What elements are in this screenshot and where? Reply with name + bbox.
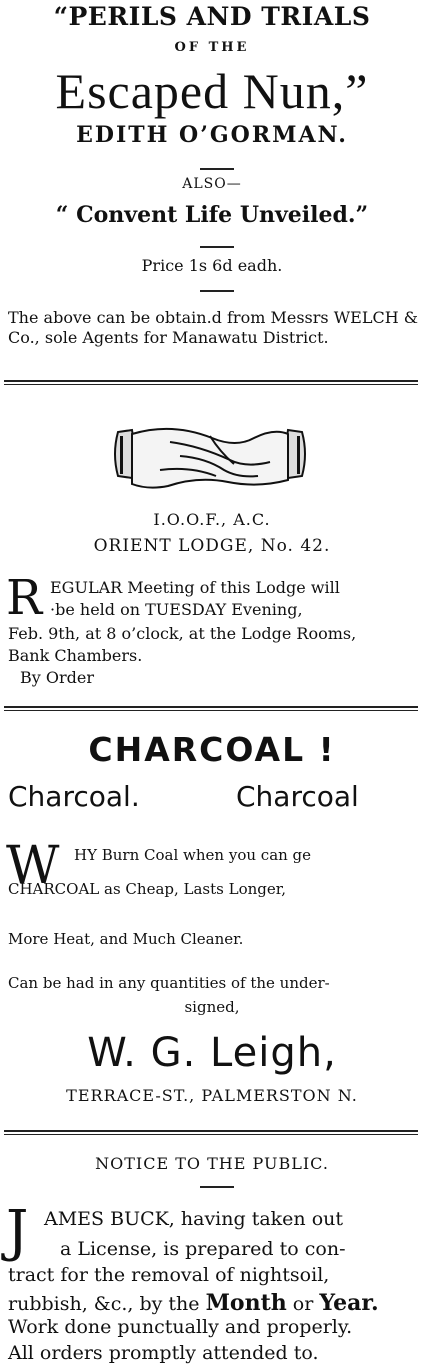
notice-line6: All orders promptly attended to. (8, 1342, 319, 1364)
divider (200, 246, 234, 248)
notice-line4-month: Month (205, 1290, 287, 1316)
charcoal-sub-left: Charcoal. (8, 780, 140, 813)
section-rule (4, 706, 418, 711)
charcoal-line4: Can be had in any quantities of the under- (8, 974, 330, 992)
notice-line1: AMES BUCK, having taken out (44, 1208, 344, 1230)
lodge-drop-cap: R (6, 570, 43, 626)
charcoal-line1: HY Burn Coal when you can ge (74, 846, 312, 864)
nun-price: Price 1s 6d eadh. (141, 256, 283, 275)
notice-line3: tract for the removal of nightsoil, (8, 1264, 330, 1286)
nun-also: ALSO— (182, 176, 242, 192)
lodge-sign: By Order (20, 668, 95, 687)
nun-subtitle: “ Convent Life Unveiled.” (55, 202, 369, 228)
charcoal-name: W. G. Leigh, (87, 1030, 337, 1076)
lodge-name: ORIENT LODGE, No. 42. (93, 536, 331, 556)
lodge-line1: EGULAR Meeting of this Lodge will (50, 578, 340, 597)
charcoal-line3: More Heat, and Much Cleaner. (8, 930, 244, 948)
lodge-line4: Bank Chambers. (8, 646, 143, 665)
notice-line4-year: Year. (319, 1290, 379, 1316)
lodge-line2: ·be held on TUESDAY Evening, (50, 600, 303, 619)
nun-body: The above can be obtain.d from Messrs WELCH & Co., sole Agents for Manawatu District. (8, 308, 418, 347)
charcoal-headline: CHARCOAL ! (88, 730, 336, 769)
charcoal-address: TERRACE-ST., PALMERSTON N. (66, 1086, 358, 1105)
nun-title-line3: Escaped Nun,” (55, 63, 369, 119)
section-rule (4, 380, 418, 385)
divider (200, 1186, 234, 1188)
charcoal-line5: signed, (184, 998, 240, 1016)
notice-heading: NOTICE TO THE PUBLIC. (95, 1154, 329, 1173)
notice-line4-a: rubbish, &c., by the (8, 1293, 206, 1315)
divider (200, 290, 234, 292)
notice-line4 (8, 1290, 418, 1316)
lodge-line3: Feb. 9th, at 8 o’clock, at the Lodge Rooms, (8, 624, 357, 643)
notice-line4-c: or (286, 1293, 320, 1315)
notice-line5: Work done punctually and properly. (8, 1316, 353, 1338)
charcoal-line2: CHARCOAL as Cheap, Lasts Longer, (8, 880, 287, 898)
clasped-hands-icon (110, 412, 310, 497)
section-rule (4, 1130, 418, 1135)
divider (200, 168, 234, 170)
charcoal-drop-cap: W (6, 836, 60, 896)
lodge-org: I.O.O.F., A.C. (153, 510, 271, 529)
nun-author: EDITH O’GORMAN. (76, 122, 348, 148)
nun-title-line1: “PERILS AND TRIALS (53, 2, 371, 31)
notice-drop-cap: J (6, 1199, 29, 1264)
nun-title-line2: OF THE (174, 40, 250, 55)
notice-line2: a License, is prepared to con- (60, 1238, 346, 1260)
charcoal-sub-right: Charcoal (236, 780, 359, 813)
